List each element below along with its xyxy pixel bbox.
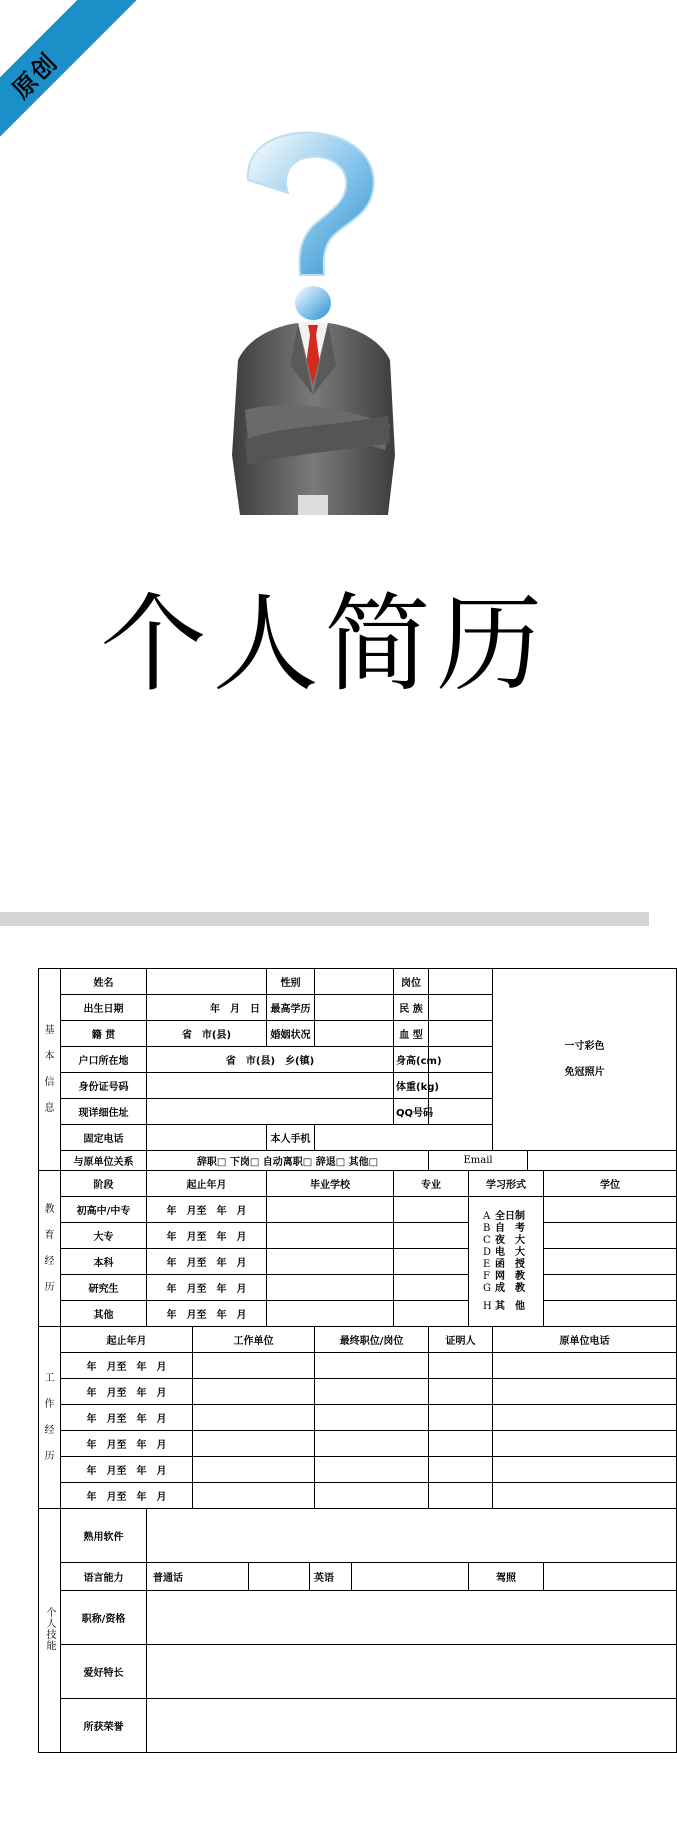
label-blood: 血 型 (394, 1021, 429, 1047)
edu-stage-5: 其他 (61, 1301, 147, 1327)
photo-box[interactable]: 一寸彩色 免冠照片 (493, 969, 677, 1151)
field-license[interactable] (544, 1563, 677, 1591)
edu-stage-2: 大专 (61, 1223, 147, 1249)
work-period-2[interactable]: 年 月至 年 月 (61, 1379, 193, 1405)
edu-period-2[interactable]: 年 月至 年 月 (147, 1223, 267, 1249)
label-height: 身高(cm) (394, 1047, 429, 1073)
label-id: 身份证号码 (61, 1073, 147, 1099)
work-phone-1[interactable] (493, 1353, 677, 1379)
edu-header-degree: 学位 (544, 1171, 677, 1197)
edu-period-5[interactable]: 年 月至 年 月 (147, 1301, 267, 1327)
work-header-title: 最终职位/岗位 (315, 1327, 429, 1353)
field-gender[interactable] (315, 969, 394, 995)
faceless-suit-figure (220, 125, 420, 525)
edu-school-2[interactable] (267, 1223, 394, 1249)
work-title-5[interactable] (315, 1457, 429, 1483)
work-header-referee: 证明人 (429, 1327, 493, 1353)
label-language: 语言能力 (61, 1563, 147, 1591)
edu-stage-4: 研究生 (61, 1275, 147, 1301)
work-phone-3[interactable] (493, 1405, 677, 1431)
edu-header-stage: 阶段 (61, 1171, 147, 1197)
work-title-6[interactable] (315, 1483, 429, 1509)
work-company-5[interactable] (193, 1457, 315, 1483)
work-referee-6[interactable] (429, 1483, 493, 1509)
work-period-4[interactable]: 年 月至 年 月 (61, 1431, 193, 1457)
work-header-company: 工作单位 (193, 1327, 315, 1353)
label-ethnicity: 民 族 (394, 995, 429, 1021)
label-birth: 出生日期 (61, 995, 147, 1021)
work-header-row (39, 1327, 677, 1353)
section-basic: 基 本 信 息 (39, 969, 61, 1171)
field-email[interactable] (528, 1151, 677, 1171)
question-mark-icon (248, 133, 374, 275)
work-phone-5[interactable] (493, 1457, 677, 1483)
field-birth[interactable]: 年 月 日 (147, 995, 267, 1021)
field-hobby[interactable] (147, 1645, 677, 1699)
work-title-3[interactable] (315, 1405, 429, 1431)
edu-header-row (39, 1171, 677, 1197)
edu-major-2[interactable] (394, 1223, 469, 1249)
label-education-level: 最高学历 (267, 995, 315, 1021)
edu-school-5[interactable] (267, 1301, 394, 1327)
field-english[interactable] (352, 1563, 469, 1591)
label-qualification: 职称/资格 (61, 1591, 147, 1645)
edu-degree-3[interactable] (544, 1249, 677, 1275)
label-phone: 固定电话 (61, 1125, 147, 1151)
label-honors: 所获荣誉 (61, 1699, 147, 1753)
edu-degree-2[interactable] (544, 1223, 677, 1249)
work-phone-4[interactable] (493, 1431, 677, 1457)
edu-stage-3: 本科 (61, 1249, 147, 1275)
field-qq[interactable] (429, 1099, 493, 1125)
field-address[interactable] (147, 1099, 394, 1125)
work-row-4 (39, 1431, 677, 1457)
edu-major-1[interactable] (394, 1197, 469, 1223)
field-position[interactable] (429, 969, 493, 995)
work-period-3[interactable]: 年 月至 年 月 (61, 1405, 193, 1431)
skills-row-language (39, 1563, 677, 1591)
work-referee-2[interactable] (429, 1379, 493, 1405)
work-referee-1[interactable] (429, 1353, 493, 1379)
label-software: 熟用软件 (61, 1509, 147, 1563)
field-ethnicity[interactable] (429, 995, 493, 1021)
work-phone-6[interactable] (493, 1483, 677, 1509)
work-company-3[interactable] (193, 1405, 315, 1431)
section-education: 教 育 经 历 (39, 1171, 61, 1327)
work-company-1[interactable] (193, 1353, 315, 1379)
skills-row-honors (39, 1699, 677, 1753)
work-row-6 (39, 1483, 677, 1509)
edu-row-3 (39, 1249, 677, 1275)
field-education-level[interactable] (315, 995, 394, 1021)
label-english: 英语 (310, 1563, 352, 1591)
field-id[interactable] (147, 1073, 394, 1099)
edu-major-5[interactable] (394, 1301, 469, 1327)
edu-school-4[interactable] (267, 1275, 394, 1301)
work-period-5[interactable]: 年 月至 年 月 (61, 1457, 193, 1483)
edu-degree-4[interactable] (544, 1275, 677, 1301)
edu-header-school: 毕业学校 (267, 1171, 394, 1197)
edu-row-4 (39, 1275, 677, 1301)
work-period-1[interactable]: 年 月至 年 月 (61, 1353, 193, 1379)
work-title-2[interactable] (315, 1379, 429, 1405)
edu-school-1[interactable] (267, 1197, 394, 1223)
work-phone-2[interactable] (493, 1379, 677, 1405)
field-phone[interactable] (147, 1125, 267, 1151)
field-mobile[interactable] (315, 1125, 493, 1151)
work-period-6[interactable]: 年 月至 年 月 (61, 1483, 193, 1509)
field-qualification[interactable] (147, 1591, 677, 1645)
work-company-4[interactable] (193, 1431, 315, 1457)
work-row-2 (39, 1379, 677, 1405)
edu-period-4[interactable]: 年 月至 年 月 (147, 1275, 267, 1301)
edu-row-2 (39, 1223, 677, 1249)
label-license: 驾照 (469, 1563, 544, 1591)
basic-row-8 (39, 1151, 677, 1171)
label-qq: QQ号码 (394, 1099, 429, 1125)
label-relation: 与原单位关系 (61, 1151, 147, 1171)
skills-row-title (39, 1591, 677, 1645)
edu-period-1[interactable]: 年 月至 年 月 (147, 1197, 267, 1223)
edu-period-3[interactable]: 年 月至 年 月 (147, 1249, 267, 1275)
label-hobby: 爱好特长 (61, 1645, 147, 1699)
question-dot (295, 286, 331, 320)
section-work: 工 作 经 历 (39, 1327, 61, 1509)
field-name[interactable] (147, 969, 267, 995)
edu-header-period: 起止年月 (147, 1171, 267, 1197)
label-marital: 婚姻状况 (267, 1021, 315, 1047)
label-email: Email (429, 1151, 528, 1171)
edu-header-major: 专业 (394, 1171, 469, 1197)
label-hukou: 户口所在地 (61, 1047, 147, 1073)
work-title-4[interactable] (315, 1431, 429, 1457)
field-mandarin[interactable] (249, 1563, 310, 1591)
label-name: 姓名 (61, 969, 147, 995)
work-company-2[interactable] (193, 1379, 315, 1405)
work-row-1 (39, 1353, 677, 1379)
field-native-place[interactable]: 省 市(县) (147, 1021, 267, 1047)
work-title-1[interactable] (315, 1353, 429, 1379)
work-row-5 (39, 1457, 677, 1483)
field-honors[interactable] (147, 1699, 677, 1753)
field-blood[interactable] (429, 1021, 493, 1047)
edu-header-form: 学习形式 (469, 1171, 544, 1197)
label-mandarin: 普通话 (147, 1563, 249, 1591)
corner-tag: 原创 (6, 47, 64, 104)
work-referee-3[interactable] (429, 1405, 493, 1431)
work-header-period: 起止年月 (61, 1327, 193, 1353)
label-gender: 性别 (267, 969, 315, 995)
skills-row-software (39, 1509, 677, 1563)
field-relation[interactable]: 辞职□ 下岗□ 自动离职□ 辞退□ 其他□ (147, 1151, 429, 1171)
work-header-phone: 原单位电话 (493, 1327, 677, 1353)
edu-degree-1[interactable] (544, 1197, 677, 1223)
skills-row-hobby (39, 1645, 677, 1699)
edu-stage-1: 初高中/中专 (61, 1197, 147, 1223)
label-native-place: 籍 贯 (61, 1021, 147, 1047)
label-weight: 体重(kg) (394, 1073, 429, 1099)
label-address: 现详细住址 (61, 1099, 147, 1125)
label-position: 岗位 (394, 969, 429, 995)
resume-table (38, 968, 677, 1753)
cover-title: 个人简历 (100, 583, 549, 706)
work-referee-4[interactable] (429, 1431, 493, 1457)
edu-row-1 (39, 1197, 677, 1223)
cover-page (0, 0, 649, 912)
work-company-6[interactable] (193, 1483, 315, 1509)
page-divider (0, 912, 649, 926)
work-row-3 (39, 1405, 677, 1431)
edu-row-5 (39, 1301, 677, 1327)
section-skills: 个人技能 (39, 1509, 61, 1753)
edu-school-3[interactable] (267, 1249, 394, 1275)
field-software[interactable] (147, 1509, 677, 1563)
work-referee-5[interactable] (429, 1457, 493, 1483)
field-marital[interactable] (315, 1021, 394, 1047)
study-form-options: A 全日制 B 自 考 C 夜 大 D 电 大 E 函 授 F 网 教 G 成 教 H 其 他 (469, 1197, 544, 1327)
edu-degree-5[interactable] (544, 1301, 677, 1327)
basic-row-1 (39, 969, 677, 995)
edu-major-3[interactable] (394, 1249, 469, 1275)
edu-major-4[interactable] (394, 1275, 469, 1301)
field-hukou[interactable]: 省 市(县) 乡(镇) (147, 1047, 394, 1073)
label-mobile: 本人手机 (267, 1125, 315, 1151)
